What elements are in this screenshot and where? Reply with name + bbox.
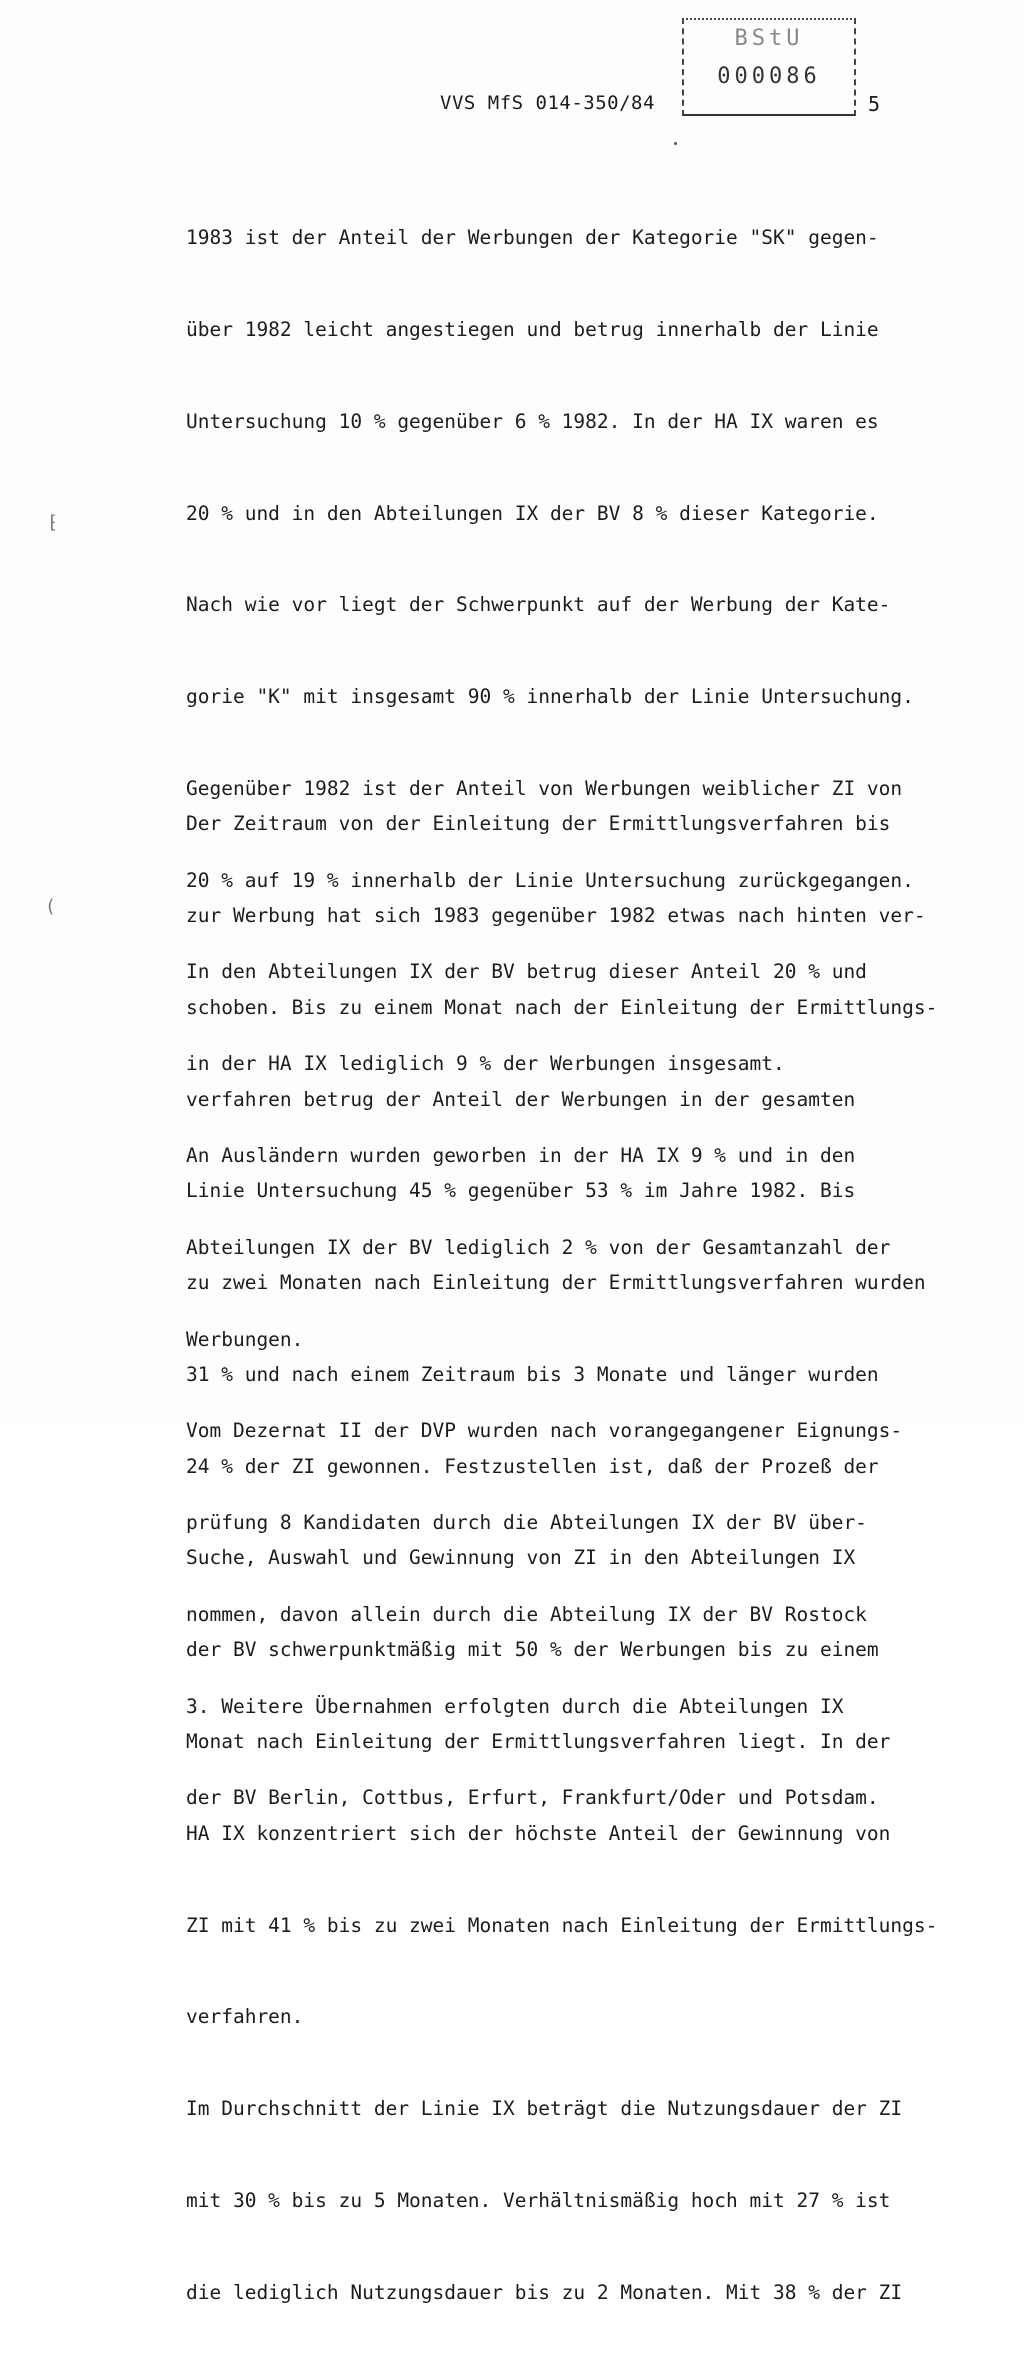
scan-speck	[674, 142, 677, 145]
text-line: ZI mit 41 % bis zu zwei Monaten nach Einleitung der Ermittlungs-	[186, 1913, 938, 1937]
text-line: 20 % auf 19 % innerhalb der Linie Untersuchung zurückgegangen.	[186, 868, 914, 892]
text-line: Untersuchung 10 % gegenüber 6 % 1982. In der HA IX waren es	[186, 409, 879, 433]
text-line: verfahren.	[186, 2005, 304, 2029]
text-line: Vom Dezernat II der DVP wurden nach vorangegangener Eignungs-	[186, 1419, 903, 1443]
text-line: prüfung 8 Kandidaten durch die Abteilungen IX der BV über-	[186, 1511, 867, 1535]
text-line: Monat nach Einleitung der Ermittlungsverfahren liegt. In der	[186, 1730, 891, 1753]
text-line: 31 % und nach einem Zeitraum bis 3 Monate und länger wurden	[186, 1362, 879, 1386]
text-line: mit 30 % bis zu 5 Monaten. Verhältnismäßig hoch mit 27 % ist	[186, 2188, 891, 2212]
margin-mark: ⁅	[47, 512, 58, 533]
text-line: nommen, davon allein durch die Abteilung IX der BV Rostock	[186, 1602, 867, 1626]
text-line: der BV schwerpunktmäßig mit 50 % der Werbungen bis zu einem	[186, 1638, 879, 1662]
document-reference: VVS MfS 014-350/84	[440, 92, 655, 114]
stamp-title: BStU	[734, 26, 804, 51]
page-number: 5	[868, 92, 881, 116]
text-line: An Ausländern wurden geworben in der HA IX 9 % und in den	[186, 1144, 856, 1167]
text-line: HA IX konzentriert sich der höchste Anteil der Gewinnung von	[186, 1821, 891, 1845]
text-line: zu zwei Monaten nach Einleitung der Ermittlungsverfahren wurden	[186, 1271, 926, 1295]
text-line: der BV Berlin, Cottbus, Erfurt, Frankfurt/Oder und Potsdam.	[186, 1786, 879, 1810]
text-line: zur Werbung hat sich 1983 gegenüber 1982 etwas nach hinten ver-	[186, 903, 926, 927]
text-line: 20 % und in den Abteilungen IX der BV 8 % dieser Kategorie.	[186, 501, 879, 525]
text-line: 3. Weitere Übernahmen erfolgten durch die Abteilungen IX	[186, 1694, 844, 1718]
text-line: Gegenüber 1982 ist der Anteil von Werbungen weiblicher ZI von	[186, 776, 903, 800]
text-line: Abteilungen IX der BV lediglich 2 % von der Gesamtanzahl der	[186, 1235, 891, 1259]
text-line: Im Durchschnitt der Linie IX beträgt die Nutzungsdauer der ZI	[186, 2097, 903, 2121]
text-line: 24 % der ZI gewonnen. Festzustellen ist, daß der Prozeß der	[186, 1454, 879, 1478]
margin-mark: (	[45, 896, 56, 917]
text-line: 1983 ist der Anteil der Werbungen der Kategorie "SK" gegen-	[186, 226, 879, 250]
text-line: In den Abteilungen IX der BV betrug dieser Anteil 20 % und	[186, 960, 867, 984]
text-line: Nach wie vor liegt der Schwerpunkt auf der Werbung der Kate-	[186, 593, 891, 617]
stamp-number: 000086	[717, 64, 821, 89]
text-line: Werbungen.	[186, 1327, 304, 1351]
text-line: verfahren betrug der Anteil der Werbungen in der gesamten	[186, 1087, 856, 1111]
text-line: die lediglich Nutzungsdauer bis zu 2 Monaten. Mit 38 % der ZI	[186, 2280, 903, 2304]
archive-stamp	[682, 18, 856, 116]
text-line: schoben. Bis zu einem Monat nach der Einleitung der Ermittlungs-	[186, 995, 938, 1019]
text-line: Der Zeitraum von der Einleitung der Ermittlungsverfahren bis	[186, 812, 891, 836]
text-line: über 1982 leicht angestiegen und betrug innerhalb der Linie	[186, 317, 879, 341]
text-line: Linie Untersuchung 45 % gegenüber 53 % im Jahre 1982. Bis	[186, 1179, 856, 1203]
text-line: gorie "K" mit insgesamt 90 % innerhalb der Linie Untersuchung.	[186, 685, 914, 709]
paragraph-2	[186, 748, 976, 2369]
text-line: Suche, Auswahl und Gewinnung von ZI in den Abteilungen IX	[186, 1546, 856, 1570]
text-line: in der HA IX lediglich 9 % der Werbungen insgesamt.	[186, 1052, 785, 1076]
